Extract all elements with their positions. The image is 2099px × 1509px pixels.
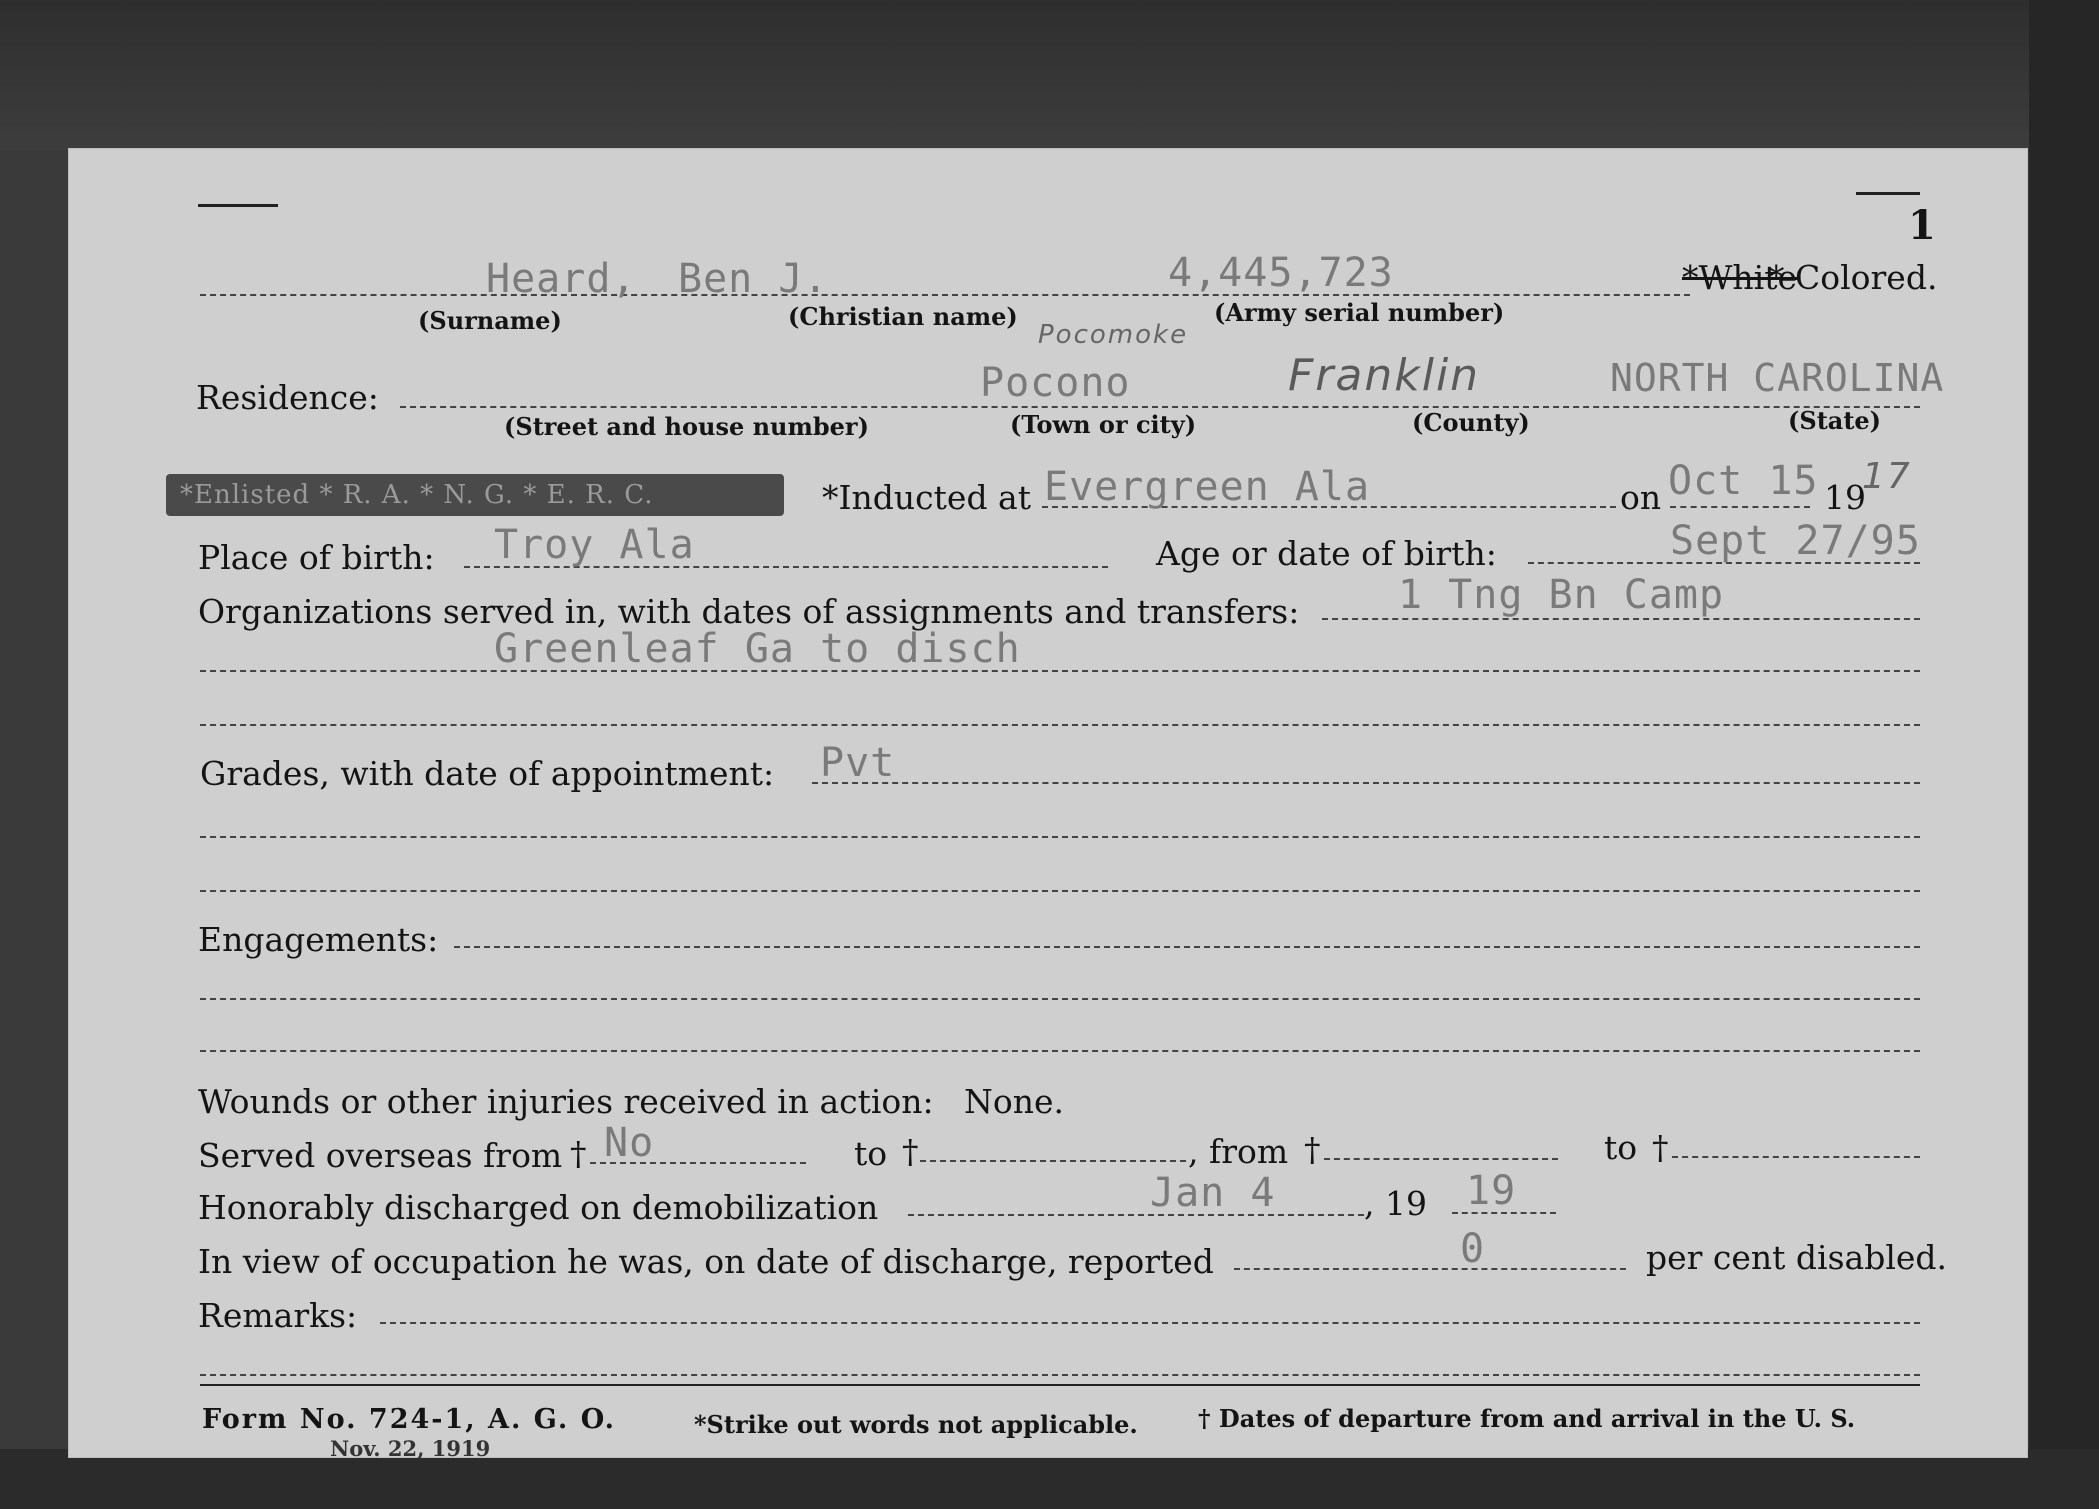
surname-value: Heard,: [486, 256, 637, 302]
induction-year-value: 17: [1862, 456, 1912, 497]
engagements-line-2: [200, 998, 1920, 1000]
organizations-line-3: [200, 724, 1920, 726]
county-value: Franklin: [1288, 350, 1481, 401]
background-bottom: [0, 1449, 2099, 1509]
disability-suffix: per cent disabled.: [1646, 1238, 1948, 1277]
place-of-birth-value: Troy Ala: [494, 522, 695, 568]
induction-year-prefix: 19: [1824, 478, 1866, 517]
discharge-year-value: 19: [1466, 1168, 1517, 1214]
name-line: [200, 294, 1690, 296]
county-caption: (County): [1412, 408, 1530, 437]
serial-number-value: 4,445,723: [1168, 250, 1394, 296]
overseas-from2-label: , from: [1188, 1132, 1289, 1171]
dagger-note: † Dates of departure from and arrival in the U. S.: [1198, 1404, 1856, 1433]
form-date: Nov. 22, 1919: [330, 1436, 491, 1461]
wounds-label: Wounds or other injuries received in action:: [198, 1082, 934, 1121]
overseas-dagger-2: †: [902, 1132, 919, 1171]
remarks-line-1: [380, 1322, 1920, 1324]
overseas-dagger-4: †: [1652, 1128, 1669, 1167]
disability-label: In view of occupation he was, on date of discharge, reported: [198, 1242, 1214, 1281]
discharge-date-line: [908, 1214, 1364, 1216]
disability-value: 0: [1460, 1226, 1486, 1272]
organizations-line-2: [200, 670, 1920, 672]
footer-rule: [200, 1384, 1920, 1386]
age-label: Age or date of birth:: [1156, 534, 1497, 573]
engagements-line-3: [200, 1050, 1920, 1052]
serial-caption: (Army serial number): [1214, 298, 1505, 327]
grades-line-1: [812, 782, 1920, 784]
overseas-to2-line: [1672, 1156, 1920, 1158]
overseas-label: Served overseas from: [198, 1136, 563, 1175]
town-value: Pocono: [980, 360, 1131, 406]
on-label: on: [1620, 478, 1662, 517]
overseas-dagger-1: †: [570, 1134, 587, 1173]
organizations-label: Organizations served in, with dates of assignments and transfers:: [198, 592, 1300, 631]
wounds-value: None.: [964, 1082, 1065, 1121]
grades-line-2: [200, 836, 1920, 838]
inducted-place-value: Evergreen Ala: [1044, 464, 1371, 510]
organizations-line-1: [1322, 618, 1920, 620]
disability-line: [1234, 1268, 1626, 1270]
strike-note: *Strike out words not applicable.: [694, 1410, 1138, 1439]
discharge-year-prefix: , 19: [1364, 1184, 1427, 1223]
colored-label: * Colored.: [1768, 258, 1938, 297]
street-caption: (Street and house number): [504, 412, 869, 441]
top-right-rule: [1856, 192, 1920, 195]
organizations-value-1: 1 Tng Bn Camp: [1398, 572, 1725, 618]
top-left-rule: [198, 204, 278, 207]
state-caption: (State): [1788, 406, 1882, 435]
discharge-date-value: Jan 4: [1150, 1170, 1276, 1216]
town-caption: (Town or city): [1010, 410, 1197, 439]
card-number: 1: [1908, 202, 1936, 249]
engagements-label: Engagements:: [198, 920, 439, 959]
engagements-line-1: [454, 946, 1920, 948]
white-label: *White: [1682, 258, 1798, 297]
age-value: Sept 27/95: [1670, 518, 1921, 564]
enlisted-redacted-label: *Enlisted * R. A. * N. G. * E. R. C.: [166, 474, 784, 516]
residence-label: Residence:: [196, 378, 379, 417]
overseas-from2-line: [1324, 1158, 1558, 1160]
form-number: Form No. 724-1, A. G. O.: [202, 1404, 617, 1435]
overseas-to2-label: to: [1604, 1128, 1638, 1167]
residence-line: [400, 406, 1920, 408]
induction-date-line: [1670, 506, 1810, 508]
surname-caption: (Surname): [418, 306, 562, 335]
inducted-label: *Inducted at: [822, 478, 1031, 517]
overseas-to-label: to: [854, 1134, 888, 1173]
grades-line-3: [200, 890, 1920, 892]
town-correction: Pocomoke: [1038, 320, 1189, 350]
grades-value: Pvt: [820, 740, 896, 786]
christian-name-caption: (Christian name): [788, 302, 1018, 331]
background-top: [0, 0, 2099, 150]
overseas-dagger-3: †: [1304, 1130, 1321, 1169]
overseas-from-value: No: [604, 1120, 655, 1166]
service-record-card: [68, 148, 2028, 1461]
organizations-value-2: Greenleaf Ga to disch: [494, 626, 1021, 672]
place-of-birth-label: Place of birth:: [198, 538, 435, 577]
discharge-label: Honorably discharged on demobilization: [198, 1188, 879, 1227]
christian-name-value: Ben J.: [678, 256, 829, 302]
grades-label: Grades, with date of appointment:: [200, 754, 775, 793]
remarks-label: Remarks:: [198, 1296, 358, 1335]
state-value: NORTH CAROLINA: [1610, 356, 1945, 400]
remarks-line-2: [200, 1374, 1920, 1376]
background-right: [2029, 0, 2099, 1509]
overseas-to-line: [920, 1160, 1186, 1162]
induction-date-value: Oct 15: [1668, 458, 1819, 504]
